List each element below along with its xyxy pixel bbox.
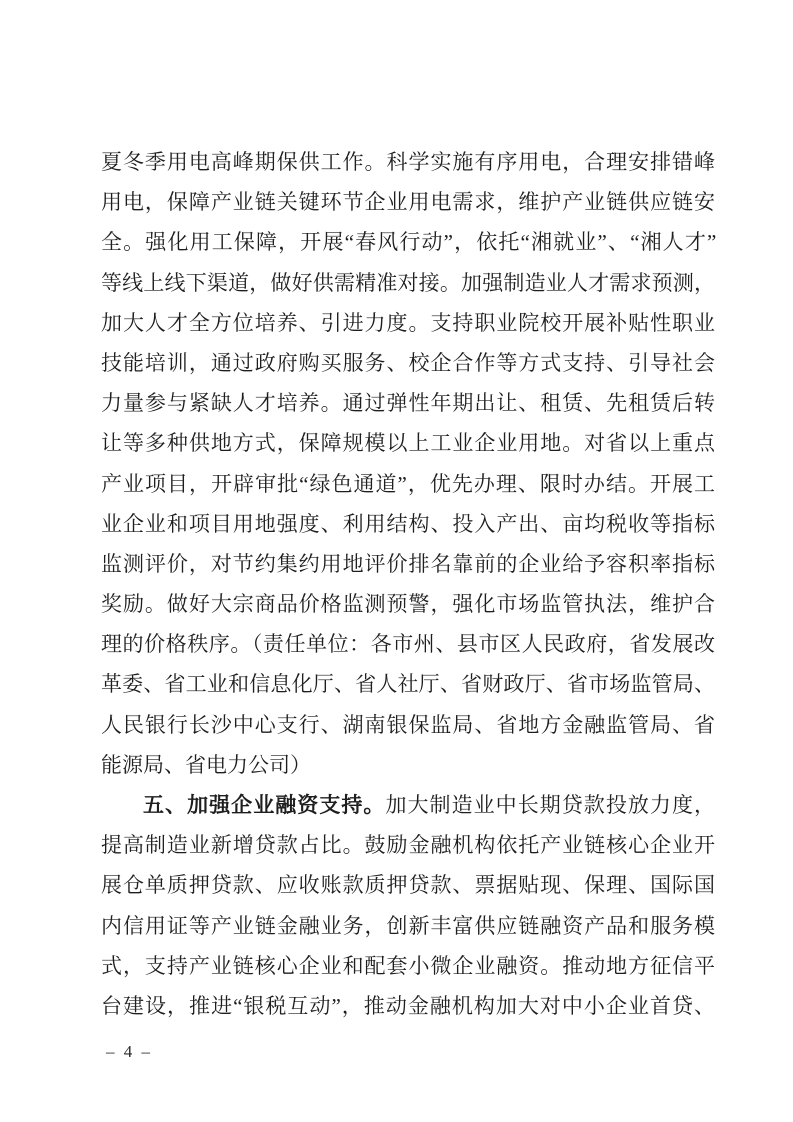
text-line: 夏冬季用电高峰期保供工作。科学实施有序用电，合理安排错峰 bbox=[101, 150, 715, 174]
text-line: 让等多种供地方式，保障规模以上工业企业用地。对省以上重点 bbox=[101, 431, 715, 456]
document-body bbox=[101, 142, 715, 1026]
text-line: 用电，保障产业链关键环节企业用电需求，维护产业链供应链安 bbox=[101, 190, 715, 215]
text-line: 提高制造业新增贷款占比。鼓励金融机构依托产业链核心企业开 bbox=[101, 833, 715, 858]
text-line: 人民银行长沙中心支行、湖南银保监局、省地方金融监管局、省 bbox=[101, 712, 715, 737]
section-5-body-start: 加大制造业中长期贷款投放力度， bbox=[385, 793, 716, 817]
text-line: 式，支持产业链核心企业和配套小微企业融资。推动地方征信平 bbox=[101, 953, 715, 978]
section-5-heading: 五、加强企业融资支持。 bbox=[143, 793, 386, 817]
text-line: 力量参与紧缺人才培养。通过弹性年期出让、租赁、先租赁后转 bbox=[101, 391, 715, 416]
text-line: 能源局、省电力公司） bbox=[101, 752, 311, 777]
text-line: 内信用证等产业链金融业务，创新丰富供应链融资产品和服务模 bbox=[101, 913, 715, 938]
text-line: 革委、省工业和信息化厅、省人社厅、省财政厅、省市场监管局、 bbox=[101, 672, 715, 697]
text-line bbox=[101, 785, 715, 825]
text-line: 技能培训，通过政府购买服务、校企合作等方式支持、引导社会 bbox=[101, 350, 715, 375]
text-line: 监测评价，对节约集约用地评价排名靠前的企业给予容积率指标 bbox=[101, 551, 715, 576]
text-line: 展仓单质押贷款、应收账款质押贷款、票据贴现、保理、国际国 bbox=[101, 873, 715, 898]
text-line: 全。强化用工保障，开展“春风行动”，依托“湘就业”、“湘人才” bbox=[101, 230, 715, 255]
text-line: 业企业和项目用地强度、利用结构、投入产出、亩均税收等指标 bbox=[101, 511, 715, 536]
text-line: 理的价格秩序。（责任单位：各市州、县市区人民政府，省发展改 bbox=[101, 632, 715, 657]
text-line: 加大人才全方位培养、引进力度。支持职业院校开展补贴性职业 bbox=[101, 310, 715, 335]
page-number: – 4 – bbox=[106, 1042, 153, 1061]
text-line: 等线上线下渠道，做好供需精准对接。加强制造业人才需求预测， bbox=[101, 270, 715, 295]
text-line: 奖励。做好大宗商品价格监测预警，强化市场监管执法，维护合 bbox=[101, 592, 715, 617]
text-line: 台建设，推进“银税互动”，推动金融机构加大对中小企业首贷、 bbox=[101, 993, 715, 1018]
text-line: 产业项目，开辟审批“绿色通道”，优先办理、限时办结。开展工 bbox=[101, 471, 715, 496]
